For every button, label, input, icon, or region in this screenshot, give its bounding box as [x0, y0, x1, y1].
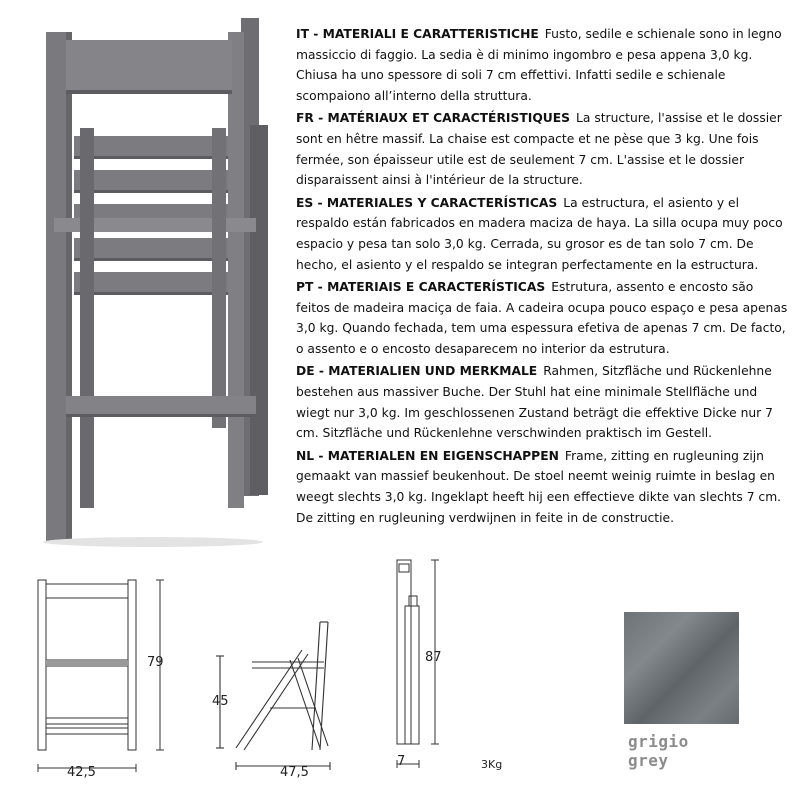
section-it [296, 24, 790, 107]
weight-label: 3Kg [481, 758, 503, 771]
section-heading: ES - MATERIALES Y CARACTERÍSTICAS [296, 195, 558, 210]
section-heading: NL - MATERIALEN EN EIGENSCHAPPEN [296, 448, 559, 463]
section-body: Rahmen, Sitzfläche und Rückenlehne bestehen aus massiver Buche. Der Stuhl hat eine minimale Stellfläche und wiegt nur 3,0 kg. Im geschlossenen Zustand beträgt die effektive Dicke nur 7 cm. Sitzfläche und Rückenlehne verschwinden praktisch im Gestell. [296, 364, 773, 441]
finish-label-it: grigio [628, 732, 689, 751]
side-view-drawing [212, 620, 342, 780]
section-nl [296, 446, 790, 529]
color-swatch [624, 612, 739, 724]
section-heading: IT - MATERIALI E CARATTERISTICHE [296, 27, 539, 41]
section-body: Frame, zitting en rugleuning zijn gemaakt van massief beukenhout. De stoel neemt weinig ruimte in beslag en weegt slechts 3,0 kg. Ingeklapt heeft hij een effectieve dikte van slechts 7 cm. De zitting en rugleuning verdwijnen in feite in de constructie. [296, 448, 782, 525]
section-heading: PT - MATERIAIS E CARACTERÍSTICAS [296, 279, 546, 294]
description-block [296, 24, 790, 530]
folded-view-drawing [385, 556, 455, 776]
seat-height-label: 45 [212, 694, 229, 709]
folded-chair-photo [28, 10, 278, 550]
front-view-drawing [30, 572, 180, 782]
section-pt [296, 277, 790, 360]
section-de [296, 361, 790, 444]
folded-thickness-label: 7 [397, 754, 406, 769]
section-body: La structure, l'assise et le dossier sont en hêtre massif. La chaise est compacte et ne pèse que 3 kg. Une fois fermée, son épaisseur utile est de seulement 7 cm. L'assise et le dossier disparaissent ainsi à l'intérieur de la structure. [296, 111, 782, 188]
section-body: Fusto, sedile e schienale sono in legno massiccio di faggio. La sedia è di minimo ingombro e pesa appena 3,0 kg. Chiusa ha uno spessore di soli 7 cm effettivi. Infatti sedile e schienale scompaiono all’interno della struttura. [296, 27, 782, 104]
section-body: Estrutura, assento e encosto são feitos de madeira maciça de faia. A cadeira ocupa pouco espaço e pesa apenas 3,0 kg. Quando fechada, tem uma espessura efetiva de apenas 7 cm. De facto, o assento e o encosto desaparecem no interior da estrutura. [296, 279, 788, 357]
front-height-label: 79 [147, 655, 164, 670]
section-heading: DE - MATERIALIEN UND MERKMALE [296, 364, 538, 379]
section-body: La estructura, el asiento y el respaldo están fabricados en madera maciza de haya. La silla ocupa muy poco espacio y pesa tan solo 3,0 kg. Cerrada, su grosor es de tan solo 7 cm. De hecho, el asiento y el respaldo se integran perfectamente en la estructura. [296, 195, 783, 272]
side-depth-label: 47,5 [280, 765, 309, 780]
front-width-label: 42,5 [67, 765, 96, 780]
finish-label-en: grey [628, 751, 669, 770]
section-heading: FR - MATÉRIAUX ET CARACTÉRISTIQUES [296, 111, 571, 126]
section-fr [296, 108, 790, 191]
section-es [296, 193, 790, 276]
folded-height-label: 87 [425, 650, 442, 665]
